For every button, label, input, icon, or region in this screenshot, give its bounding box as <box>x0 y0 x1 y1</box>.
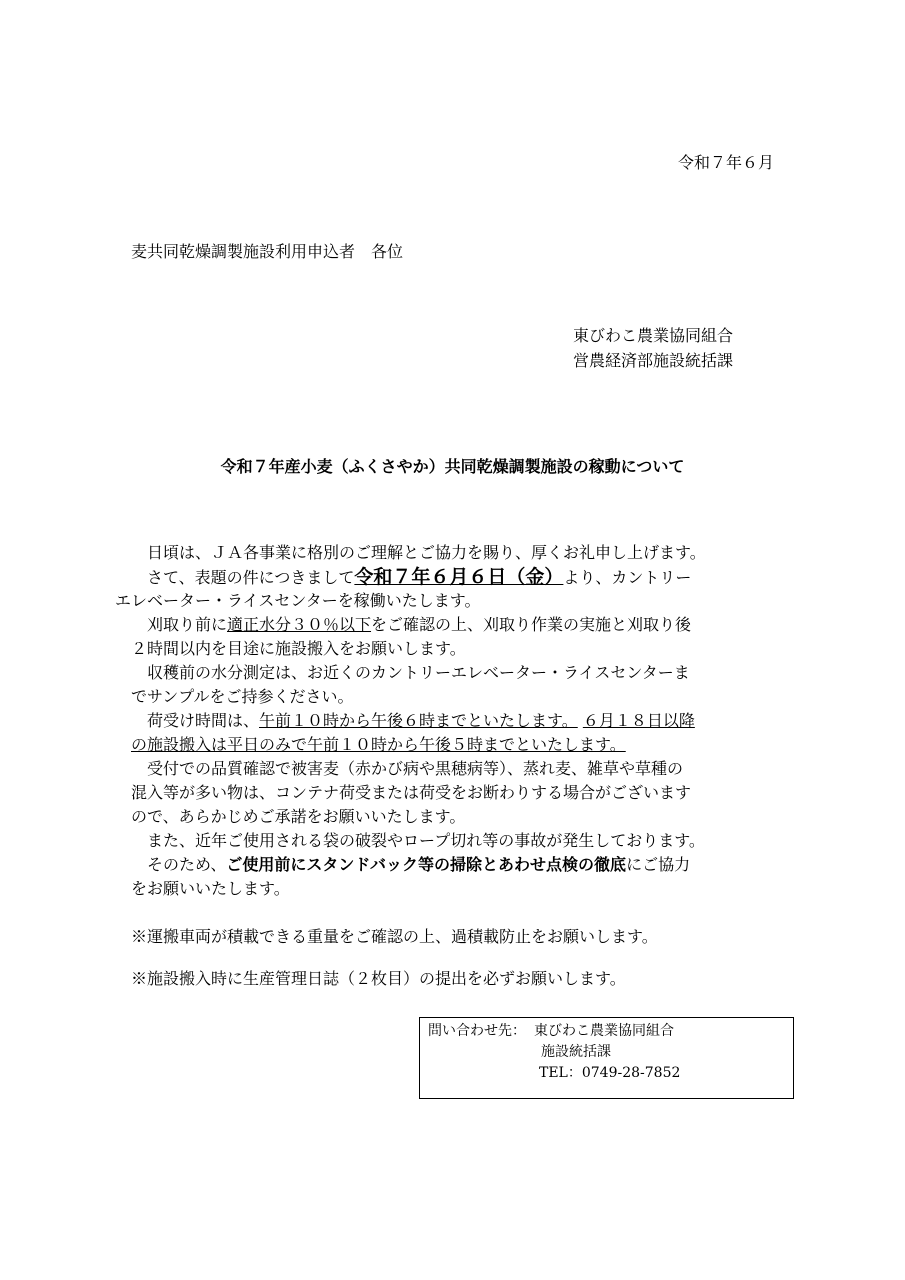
note-overload: ※運搬車両が積載できる重量をご確認の上、過積載防止をお願いします。 <box>131 927 658 946</box>
recipient-line: 麦共同乾燥調製施設利用申込者 各位 <box>131 242 404 261</box>
contact-phone: TEL：0749-28-7852 <box>539 1065 681 1081</box>
contact-org: 東びわこ農業協同組合 <box>534 1023 674 1039</box>
hours-date-highlight: ６月１８日以降 <box>582 711 695 730</box>
hours-weekday-highlight: の施設搬入は平日のみで午前１０時から午後５時までといたします。 <box>131 735 626 754</box>
body-paragraph-quality: 受付での品質確認で被害麦（赤かび病や黒穂病等）、蒸れ麦、雑草や草種の <box>131 759 684 778</box>
body-paragraph-inspection-cont: をお願いいたします。 <box>131 879 290 898</box>
body-paragraph-inspection <box>131 853 706 877</box>
body-paragraph-start-date <box>131 565 706 589</box>
body-paragraph-accidents: また、近年ご使用される袋の破裂やロープ切れ等の事故が発生しております。 <box>131 831 705 850</box>
body-text: 刈取り前に <box>131 615 228 634</box>
document-body <box>115 541 706 901</box>
body-text: さて、表題の件につきまして <box>131 568 355 587</box>
body-paragraph-sample: 収穫前の水分測定は、お近くのカントリーエレベーター・ライスセンターま <box>131 663 690 682</box>
body-paragraph-moisture-cont: ２時間以内を目途に施設搬入をお願いします。 <box>131 639 466 658</box>
body-paragraph-sample-cont: でサンプルをご持参ください。 <box>131 687 354 706</box>
sender-block <box>573 323 733 373</box>
sender-dept: 営農経済部施設統括課 <box>573 351 734 370</box>
body-text: 荷受け時間は、 <box>131 711 260 730</box>
body-paragraph-hours <box>131 709 706 733</box>
document-date: 令和７年６月 <box>677 153 774 172</box>
body-text: そのため、 <box>131 855 227 874</box>
body-text: にご協力 <box>626 855 691 874</box>
body-paragraph-quality-cont: 混入等が多い物は、コンテナ荷受または荷受をお断わりする場合がございます <box>131 783 692 802</box>
body-text: をご確認の上、刈取り作業の実施と刈取り後 <box>371 615 692 634</box>
body-paragraph-hours-cont <box>131 733 706 757</box>
contact-box <box>419 1017 794 1099</box>
note-production-log: ※施設搬入時に生産管理日誌（２枚目）の提出を必ずお願いします。 <box>131 969 626 988</box>
moisture-highlight: 適正水分３０％以下 <box>227 615 372 634</box>
body-paragraph-quality-cont: ので、あらかじめご承諾をお願いいたします。 <box>131 807 466 826</box>
document-title: 令和７年産小麦（ふくさやか）共同乾燥調製施設の稼動について <box>220 457 685 476</box>
contact-dept: 施設統括課 <box>541 1044 611 1060</box>
inspection-highlight: ご使用前にスタンドバック等の掃除とあわせ点検の徹底 <box>226 855 627 874</box>
body-paragraph-start-date-cont: エレベーター・ライスセンターを稼働いたします。 <box>115 591 481 610</box>
start-date-highlight: 令和７年６月６日（金） <box>354 566 564 588</box>
body-text: より、カントリー <box>563 568 692 587</box>
sender-org: 東びわこ農業協同組合 <box>573 326 734 345</box>
body-paragraph-moisture <box>131 613 706 637</box>
body-paragraph-greeting: 日頃は、ＪＡ各事業に格別のご理解とご協力を賜り、厚くお礼申し上げます。 <box>131 543 706 562</box>
hours-highlight: 午前１０時から午後６時までといたします。 <box>259 711 578 730</box>
contact-label: 問い合わせ先： <box>428 1023 526 1039</box>
